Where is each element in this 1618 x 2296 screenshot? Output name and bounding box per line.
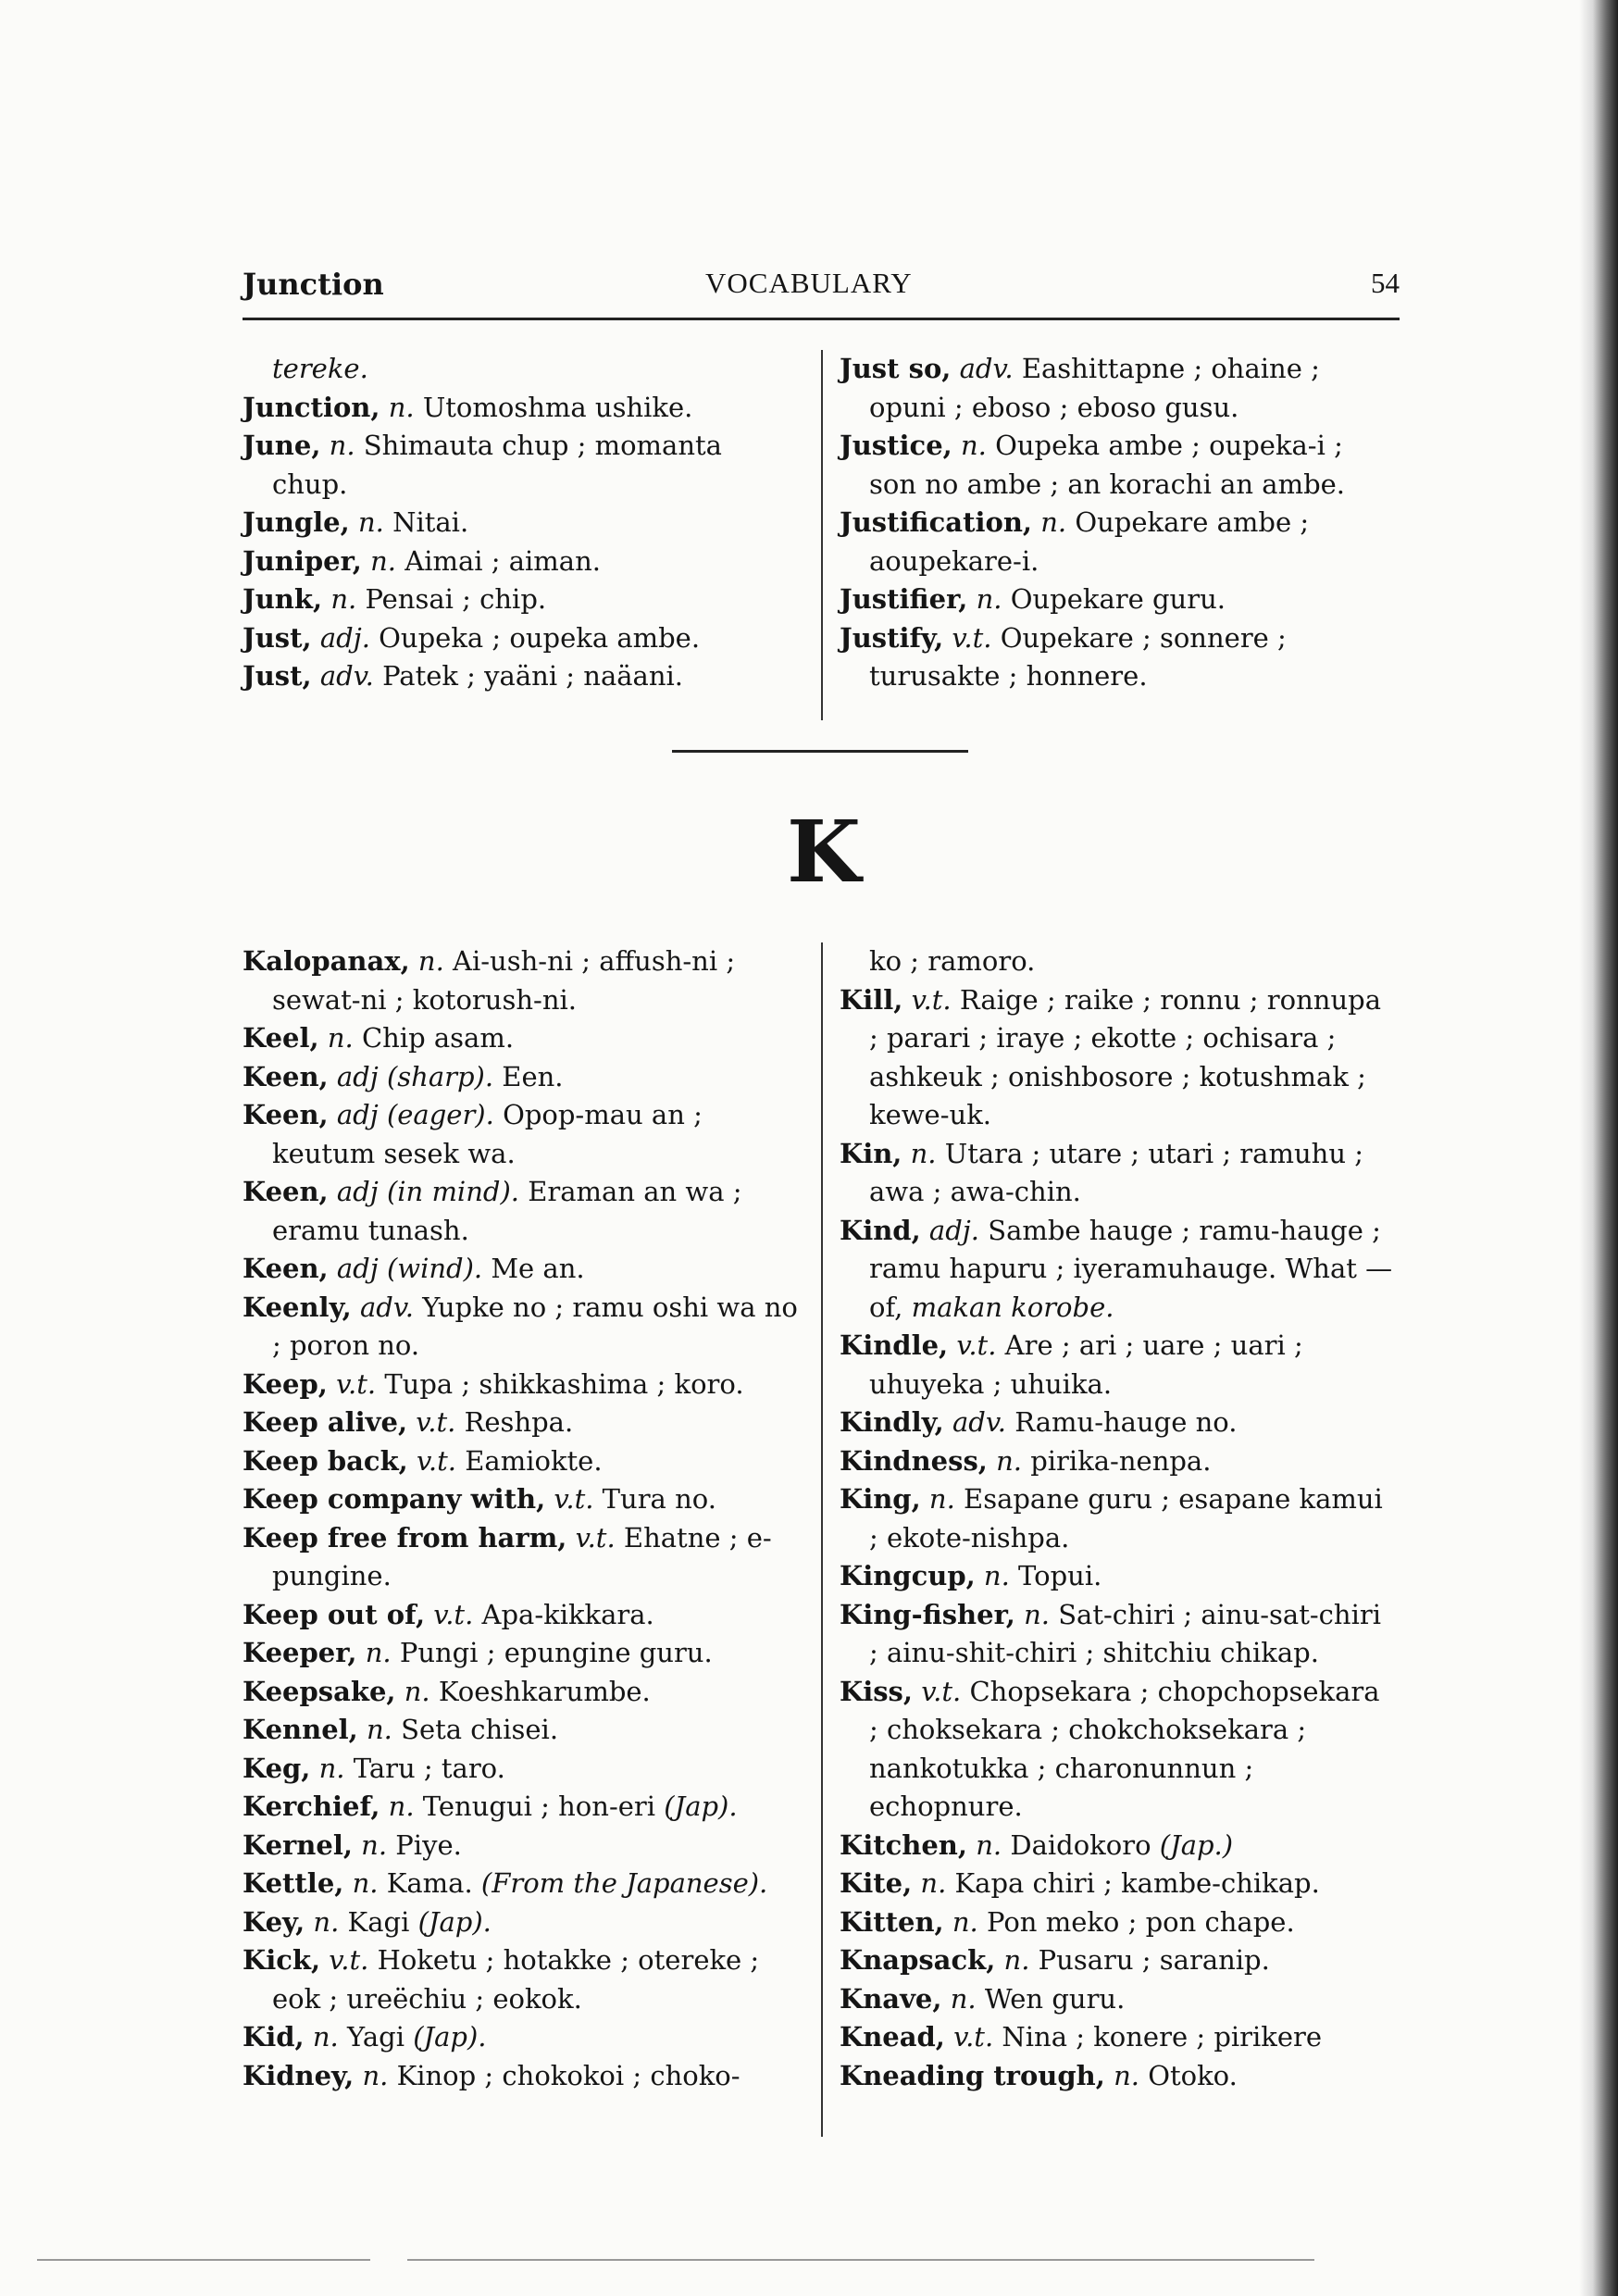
definition: Ramu-hauge no. — [1014, 1406, 1238, 1438]
dictionary-entry — [840, 350, 1395, 427]
dictionary-entry — [243, 2018, 798, 2057]
dictionary-entry — [243, 657, 798, 696]
part-of-speech: n. — [330, 583, 357, 615]
headword: Knave, — [840, 1982, 942, 2015]
dictionary-entry — [840, 2057, 1395, 2096]
part-of-speech: n. — [370, 544, 397, 577]
part-of-speech: n. — [996, 1444, 1022, 1477]
header-title: VOCABULARY — [705, 267, 913, 299]
headword: Kitten, — [840, 1905, 944, 1938]
headword: Kingcup, — [840, 1560, 976, 1591]
dictionary-entry — [243, 1865, 798, 1903]
dictionary-entry — [840, 1903, 1395, 1942]
part-of-speech: n. — [1040, 506, 1067, 538]
dictionary-entry — [243, 1366, 798, 1404]
column-divider — [821, 942, 823, 2137]
headword: Kerchief, — [243, 1791, 380, 1822]
definition: Kagi — [347, 1905, 410, 1938]
definition: Oupeka ambe ; oupeka-i ; son no ambe ; an korachi an ambe. — [869, 430, 1346, 500]
dictionary-entry — [243, 1673, 798, 1712]
dictionary-entry — [243, 389, 798, 428]
headword: Keen, — [243, 1099, 329, 1130]
headword: Keen, — [243, 1060, 329, 1092]
definition: Topui. — [1018, 1560, 1102, 1591]
dictionary-entry — [840, 1212, 1395, 1328]
dictionary-entry — [840, 1480, 1395, 1557]
definition: Oupekare ; sonnere ; turusakte ; honnere. — [869, 621, 1287, 692]
definition: Hoketu ; hotakke ; otereke ; eok ; ureëchiu ; eokok. — [272, 1944, 760, 2015]
definition: Ai-ush-ni ; affush-ni ; sewat-ni ; kotorush-ni. — [272, 945, 736, 1016]
dictionary-entry — [840, 1404, 1395, 1442]
page-number: 54 — [1371, 267, 1400, 299]
part-of-speech: n. — [388, 391, 415, 423]
part-of-speech: n. — [950, 1982, 977, 2015]
part-of-speech: v.t. — [575, 1521, 616, 1554]
dictionary-entry — [243, 1480, 798, 1519]
origin-note: makan korobe. — [911, 1291, 1114, 1323]
sense-qualifier: (sharp). — [386, 1060, 494, 1092]
definition: Apa-kikkara. — [481, 1598, 654, 1630]
definition: Pungi ; epungine guru. — [399, 1637, 713, 1668]
part-of-speech: n. — [312, 2021, 339, 2053]
headword: Keeper, — [243, 1637, 357, 1668]
part-of-speech: adj — [336, 1253, 379, 1284]
headword: Just, — [243, 660, 312, 692]
definition: Nina ; konere ; pirikere — [1002, 2021, 1323, 2053]
headword: Kindle, — [840, 1329, 949, 1361]
k-right-column — [840, 942, 1395, 2095]
part-of-speech: adj — [336, 1176, 379, 1207]
part-of-speech: v.t. — [336, 1367, 377, 1400]
part-of-speech: n. — [313, 1905, 340, 1938]
headword: Just, — [243, 621, 312, 654]
sense-qualifier: (wind). — [386, 1253, 483, 1284]
dictionary-entry — [243, 1096, 798, 1173]
part-of-speech: adv. — [359, 1291, 414, 1323]
headword: Kindly, — [840, 1406, 944, 1438]
section-divider — [672, 750, 968, 753]
definition: Utomoshma ushike. — [422, 391, 693, 423]
part-of-speech: adj — [336, 1060, 379, 1092]
headword: Kernel, — [243, 1828, 353, 1861]
definition: Een. — [502, 1060, 564, 1092]
headword: Kitchen, — [840, 1828, 967, 1861]
definition: Kapa chiri ; kambe-chikap. — [954, 1867, 1320, 1899]
k-left-column — [243, 942, 798, 2095]
definition: Oupeka ; oupeka ambe. — [379, 621, 701, 654]
definition: Yagi — [346, 2021, 404, 2053]
dictionary-entry — [243, 1019, 798, 1058]
dictionary-entry — [243, 1788, 798, 1827]
part-of-speech: v.t. — [953, 2021, 994, 2053]
sense-qualifier: (in mind). — [386, 1176, 519, 1207]
dictionary-entry — [243, 1173, 798, 1250]
dictionary-entry — [243, 427, 798, 504]
dictionary-entry — [840, 1596, 1395, 1673]
headword: Justify, — [840, 621, 944, 654]
headword: Kennel, — [243, 1714, 358, 1745]
part-of-speech: v.t. — [433, 1598, 474, 1630]
origin-note: (From the Japanese). — [480, 1867, 768, 1899]
headword: Kiss, — [840, 1675, 913, 1707]
dictionary-entry — [840, 981, 1395, 1135]
section-letter: K — [787, 802, 861, 902]
part-of-speech: n. — [404, 1675, 430, 1707]
definition: Aimai ; aiman. — [404, 544, 601, 577]
headword: Kettle, — [243, 1867, 344, 1899]
definition: Tupa ; shikkashima ; koro. — [384, 1367, 744, 1400]
definition: Piye. — [395, 1828, 462, 1861]
definition: Utara ; utare ; utari ; ramuhu ; awa ; awa-chin. — [869, 1137, 1363, 1207]
origin-note: (Jap). — [417, 1905, 492, 1938]
dictionary-entry — [243, 1941, 798, 2018]
headword: King, — [840, 1483, 921, 1515]
part-of-speech: v.t. — [921, 1675, 962, 1707]
definition: Eamiokte. — [465, 1444, 603, 1477]
definition: Tura no. — [602, 1483, 716, 1515]
definition: Yupke no ; ramu oshi wa no ; poron no. — [272, 1291, 798, 1361]
headword: Just so, — [840, 353, 952, 384]
bottom-edge-line — [407, 2259, 1314, 2261]
dictionary-entry — [243, 619, 798, 658]
definition: Seta chisei. — [401, 1714, 559, 1745]
headword: Keep company with, — [243, 1483, 546, 1515]
definition: Sat-chiri ; ainu-sat-chiri ; ainu-shit-chiri ; shitchiu chikap. — [869, 1598, 1382, 1668]
part-of-speech: n. — [329, 430, 355, 461]
dictionary-entry — [840, 1442, 1395, 1481]
headword: Keep free from harm, — [243, 1521, 567, 1554]
part-of-speech: v.t. — [329, 1944, 369, 1976]
definition: pirika-nenpa. — [1030, 1444, 1212, 1477]
part-of-speech: n. — [976, 1828, 1002, 1861]
page-edge-shadow — [1579, 0, 1618, 2296]
part-of-speech: adj. — [319, 621, 370, 654]
part-of-speech: n. — [960, 430, 987, 461]
j-left-column — [243, 350, 798, 696]
part-of-speech: n. — [352, 1867, 379, 1899]
part-of-speech: v.t. — [911, 983, 952, 1016]
headword: Key, — [243, 1905, 305, 1938]
headword: Jungle, — [243, 506, 350, 538]
headword: Kin, — [840, 1137, 902, 1169]
headword: King-fisher, — [840, 1598, 1015, 1630]
definition: Wen guru. — [984, 1982, 1126, 2015]
definition: Pon meko ; pon chape. — [987, 1905, 1295, 1938]
definition: Patek ; yaäni ; naäani. — [382, 660, 684, 692]
k-section — [243, 942, 1400, 2137]
dictionary-entry — [840, 1673, 1395, 1827]
part-of-speech: n. — [976, 583, 1002, 615]
part-of-speech: n. — [1024, 1598, 1050, 1630]
part-of-speech: v.t. — [416, 1406, 456, 1438]
origin-note: (Jap). — [413, 2021, 487, 2053]
definition: Esapane guru ; esapane kamui ; ekote-nishpa. — [869, 1483, 1383, 1554]
headword: Kid, — [243, 2021, 305, 2053]
part-of-speech: n. — [365, 1637, 392, 1668]
headword: Keg, — [243, 1752, 311, 1784]
headword: Junk, — [243, 583, 323, 615]
part-of-speech: adj — [336, 1099, 379, 1130]
j-section — [243, 350, 1400, 720]
definition: Daidokoro — [1010, 1828, 1151, 1861]
part-of-speech: n. — [361, 1828, 388, 1861]
dictionary-entry — [243, 350, 798, 389]
continuation-text: ko ; ramoro. — [869, 945, 1036, 977]
definition: Nitai. — [392, 506, 469, 538]
part-of-speech: n. — [388, 1791, 415, 1822]
part-of-speech: n. — [910, 1137, 937, 1169]
headword: Keel, — [243, 1022, 319, 1054]
headword: Keenly, — [243, 1291, 352, 1323]
headword: Junction, — [243, 391, 380, 423]
part-of-speech: n. — [920, 1867, 947, 1899]
headword: Keep alive, — [243, 1406, 408, 1438]
dictionary-entry — [243, 1827, 798, 1866]
dictionary-entry — [243, 1750, 798, 1789]
headword: June, — [243, 430, 321, 461]
headword: Kidney, — [243, 2059, 355, 2091]
definition: Koeshkarumbe. — [438, 1675, 651, 1707]
dictionary-entry — [840, 1941, 1395, 1980]
dictionary-entry — [840, 504, 1395, 580]
part-of-speech: n. — [417, 945, 444, 977]
dictionary-entry — [243, 1711, 798, 1750]
dictionary-entry — [243, 1519, 798, 1596]
dictionary-entry — [243, 580, 798, 619]
headword: Kneading trough, — [840, 2059, 1105, 2091]
definition: Eashittapne ; ohaine ; opuni ; eboso ; eboso gusu. — [869, 353, 1320, 423]
dictionary-entry — [840, 580, 1395, 619]
dictionary-entry — [243, 1404, 798, 1442]
headword: Keen, — [243, 1253, 329, 1284]
headword: Juniper, — [243, 544, 362, 577]
dictionary-entry — [243, 1058, 798, 1097]
part-of-speech: v.t. — [554, 1483, 594, 1515]
part-of-speech: adv. — [319, 660, 374, 692]
dictionary-entry — [243, 1903, 798, 1942]
dictionary-entry — [243, 504, 798, 543]
dictionary-entry — [243, 2057, 798, 2096]
definition: Eraman an wa ; eramu tunash. — [272, 1176, 742, 1246]
part-of-speech: n. — [362, 2059, 389, 2091]
headword: Justice, — [840, 430, 952, 461]
part-of-speech: n. — [357, 506, 384, 538]
part-of-speech: v.t. — [956, 1329, 997, 1361]
dictionary-entry — [243, 1634, 798, 1673]
definition: Chopsekara ; chopchopsekara ; choksekara ; chokchoksekara ; nankotukka ; charonunnun ; echopnure. — [869, 1675, 1380, 1822]
definition: Reshpa. — [464, 1406, 574, 1438]
column-divider — [821, 350, 823, 720]
headword: Kill, — [840, 983, 903, 1016]
definition: Sambe hauge ; ramu-hauge ; ramu hapuru ; iyeramuhauge. What — of, — [869, 1214, 1393, 1323]
dictionary-entry — [840, 942, 1395, 981]
part-of-speech: n. — [327, 1022, 354, 1054]
headword: Kind, — [840, 1214, 921, 1246]
dictionary-entry — [840, 2018, 1395, 2057]
headword: Knapsack, — [840, 1944, 996, 1976]
dictionary-entry — [840, 1557, 1395, 1596]
headword: Keep, — [243, 1367, 328, 1400]
part-of-speech: v.t. — [952, 621, 992, 654]
dictionary-entry — [840, 1865, 1395, 1903]
definition: Are ; ari ; uare ; uari ; uhuyeka ; uhuika. — [869, 1329, 1303, 1400]
header-guide-word: Junction — [243, 267, 384, 302]
dictionary-entry — [243, 1596, 798, 1635]
definition: Opop-mau an ; keutum sesek wa. — [272, 1099, 703, 1169]
dictionary-entry — [840, 1327, 1395, 1404]
part-of-speech: n. — [952, 1905, 978, 1938]
dictionary-entry — [840, 427, 1395, 504]
j-right-column — [840, 350, 1395, 696]
origin-note: (Jap). — [664, 1791, 738, 1822]
definition: Kinop ; chokokoi ; choko- — [396, 2059, 741, 2091]
origin-note: (Jap.) — [1159, 1828, 1234, 1861]
definition: Ehatne ; e-pungine. — [272, 1521, 772, 1591]
dictionary-entry — [243, 1250, 798, 1289]
headword: Keep back, — [243, 1444, 408, 1477]
part-of-speech: n. — [1003, 1944, 1030, 1976]
dictionary-entry — [243, 1289, 798, 1366]
definition: Raige ; raike ; ronnu ; ronnupa ; parari ; iraye ; ekotte ; ochisara ; ashkeuk ; onishbosore ; kotushmak ; kewe-uk. — [869, 983, 1381, 1130]
part-of-speech: adj. — [928, 1214, 979, 1246]
dictionary-entry — [243, 1442, 798, 1481]
sense-qualifier: (eager). — [386, 1099, 494, 1130]
part-of-speech: n. — [983, 1560, 1010, 1591]
part-of-speech: adv. — [952, 1406, 1007, 1438]
headword: Knead, — [840, 2021, 945, 2053]
headword: Keen, — [243, 1176, 329, 1207]
headword: Keep out of, — [243, 1598, 426, 1630]
definition: Chip asam. — [361, 1022, 515, 1054]
definition: Oupekare guru. — [1010, 583, 1226, 615]
part-of-speech: adv. — [959, 353, 1014, 384]
definition: Oupekare ambe ; aoupekare-i. — [869, 506, 1310, 577]
headword: Justification, — [840, 506, 1033, 538]
part-of-speech: n. — [318, 1752, 345, 1784]
header-rule — [243, 318, 1400, 320]
definition: Taru ; taro. — [353, 1752, 505, 1784]
headword: Kindness, — [840, 1444, 988, 1477]
definition: Tenugui ; hon-eri — [422, 1791, 656, 1822]
part-of-speech: n. — [928, 1483, 955, 1515]
part-of-speech: v.t. — [416, 1444, 457, 1477]
continuation-text: tereke. — [272, 353, 368, 384]
headword: Kick, — [243, 1944, 321, 1976]
definition: Pusaru ; saranip. — [1038, 1944, 1270, 1976]
dictionary-entry — [840, 619, 1395, 696]
headword: Justifier, — [840, 583, 968, 615]
dictionary-entry — [840, 1827, 1395, 1866]
part-of-speech: n. — [366, 1714, 392, 1745]
headword: Kite, — [840, 1867, 913, 1899]
headword: Keepsake, — [243, 1675, 396, 1707]
dictionary-entry — [840, 1980, 1395, 2019]
definition: Kama. — [386, 1867, 473, 1899]
dictionary-entry — [243, 543, 798, 581]
dictionary-entry — [243, 942, 798, 1019]
definition: Pensai ; chip. — [365, 583, 547, 615]
bottom-edge-line — [37, 2259, 370, 2261]
part-of-speech: n. — [1114, 2059, 1139, 2091]
dictionary-entry — [840, 1135, 1395, 1212]
definition: Me an. — [491, 1253, 585, 1284]
headword: Kalopanax, — [243, 945, 410, 977]
running-header — [243, 267, 1400, 313]
definition: Shimauta chup ; momanta chup. — [272, 430, 722, 500]
definition: Otoko. — [1148, 2059, 1238, 2091]
